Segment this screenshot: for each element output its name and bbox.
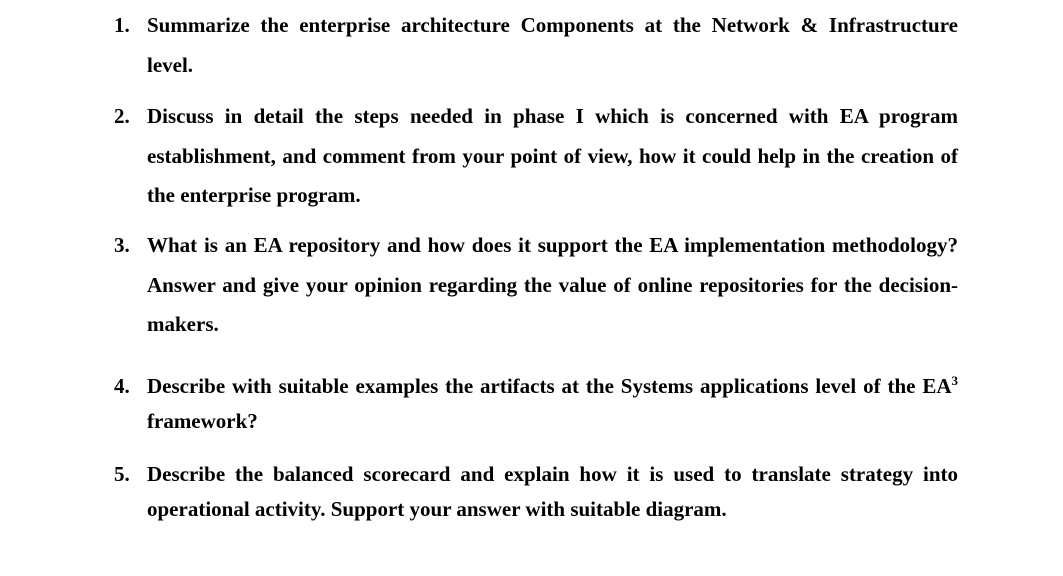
- question-item: [114, 226, 958, 345]
- question-text-main: Describe with suitable examples the artifacts at the Systems applications level of the EA: [147, 374, 952, 398]
- question-number: 1.: [114, 13, 130, 37]
- question-text-tail: framework?: [147, 408, 258, 433]
- question-item: [114, 6, 958, 85]
- question-text: [147, 369, 958, 438]
- question-item: [114, 97, 958, 216]
- question-item: [114, 457, 958, 526]
- question-number: 2.: [114, 104, 130, 128]
- superscript-three: 3: [951, 373, 958, 388]
- question-number: 4.: [114, 374, 130, 398]
- question-number: 5.: [114, 462, 130, 486]
- question-text: What is an EA repository and how does it support the EA implementation methodology? Answer and give your opinion regarding the value of online repositories for the decision-makers.: [147, 233, 958, 336]
- question-text: Describe the balanced scorecard and explain how it is used to translate strategy into operational activity. Support your answer with suitable diagram.: [147, 462, 958, 521]
- question-text: Discuss in detail the steps needed in phase I which is concerned with EA program establishment, and comment from your point of view, how it could help in the creation of the enterprise program.: [147, 104, 958, 207]
- question-text: Summarize the enterprise architecture Components at the Network & Infrastructure level.: [147, 13, 958, 77]
- question-item: [114, 369, 958, 438]
- question-number: 3.: [114, 233, 130, 257]
